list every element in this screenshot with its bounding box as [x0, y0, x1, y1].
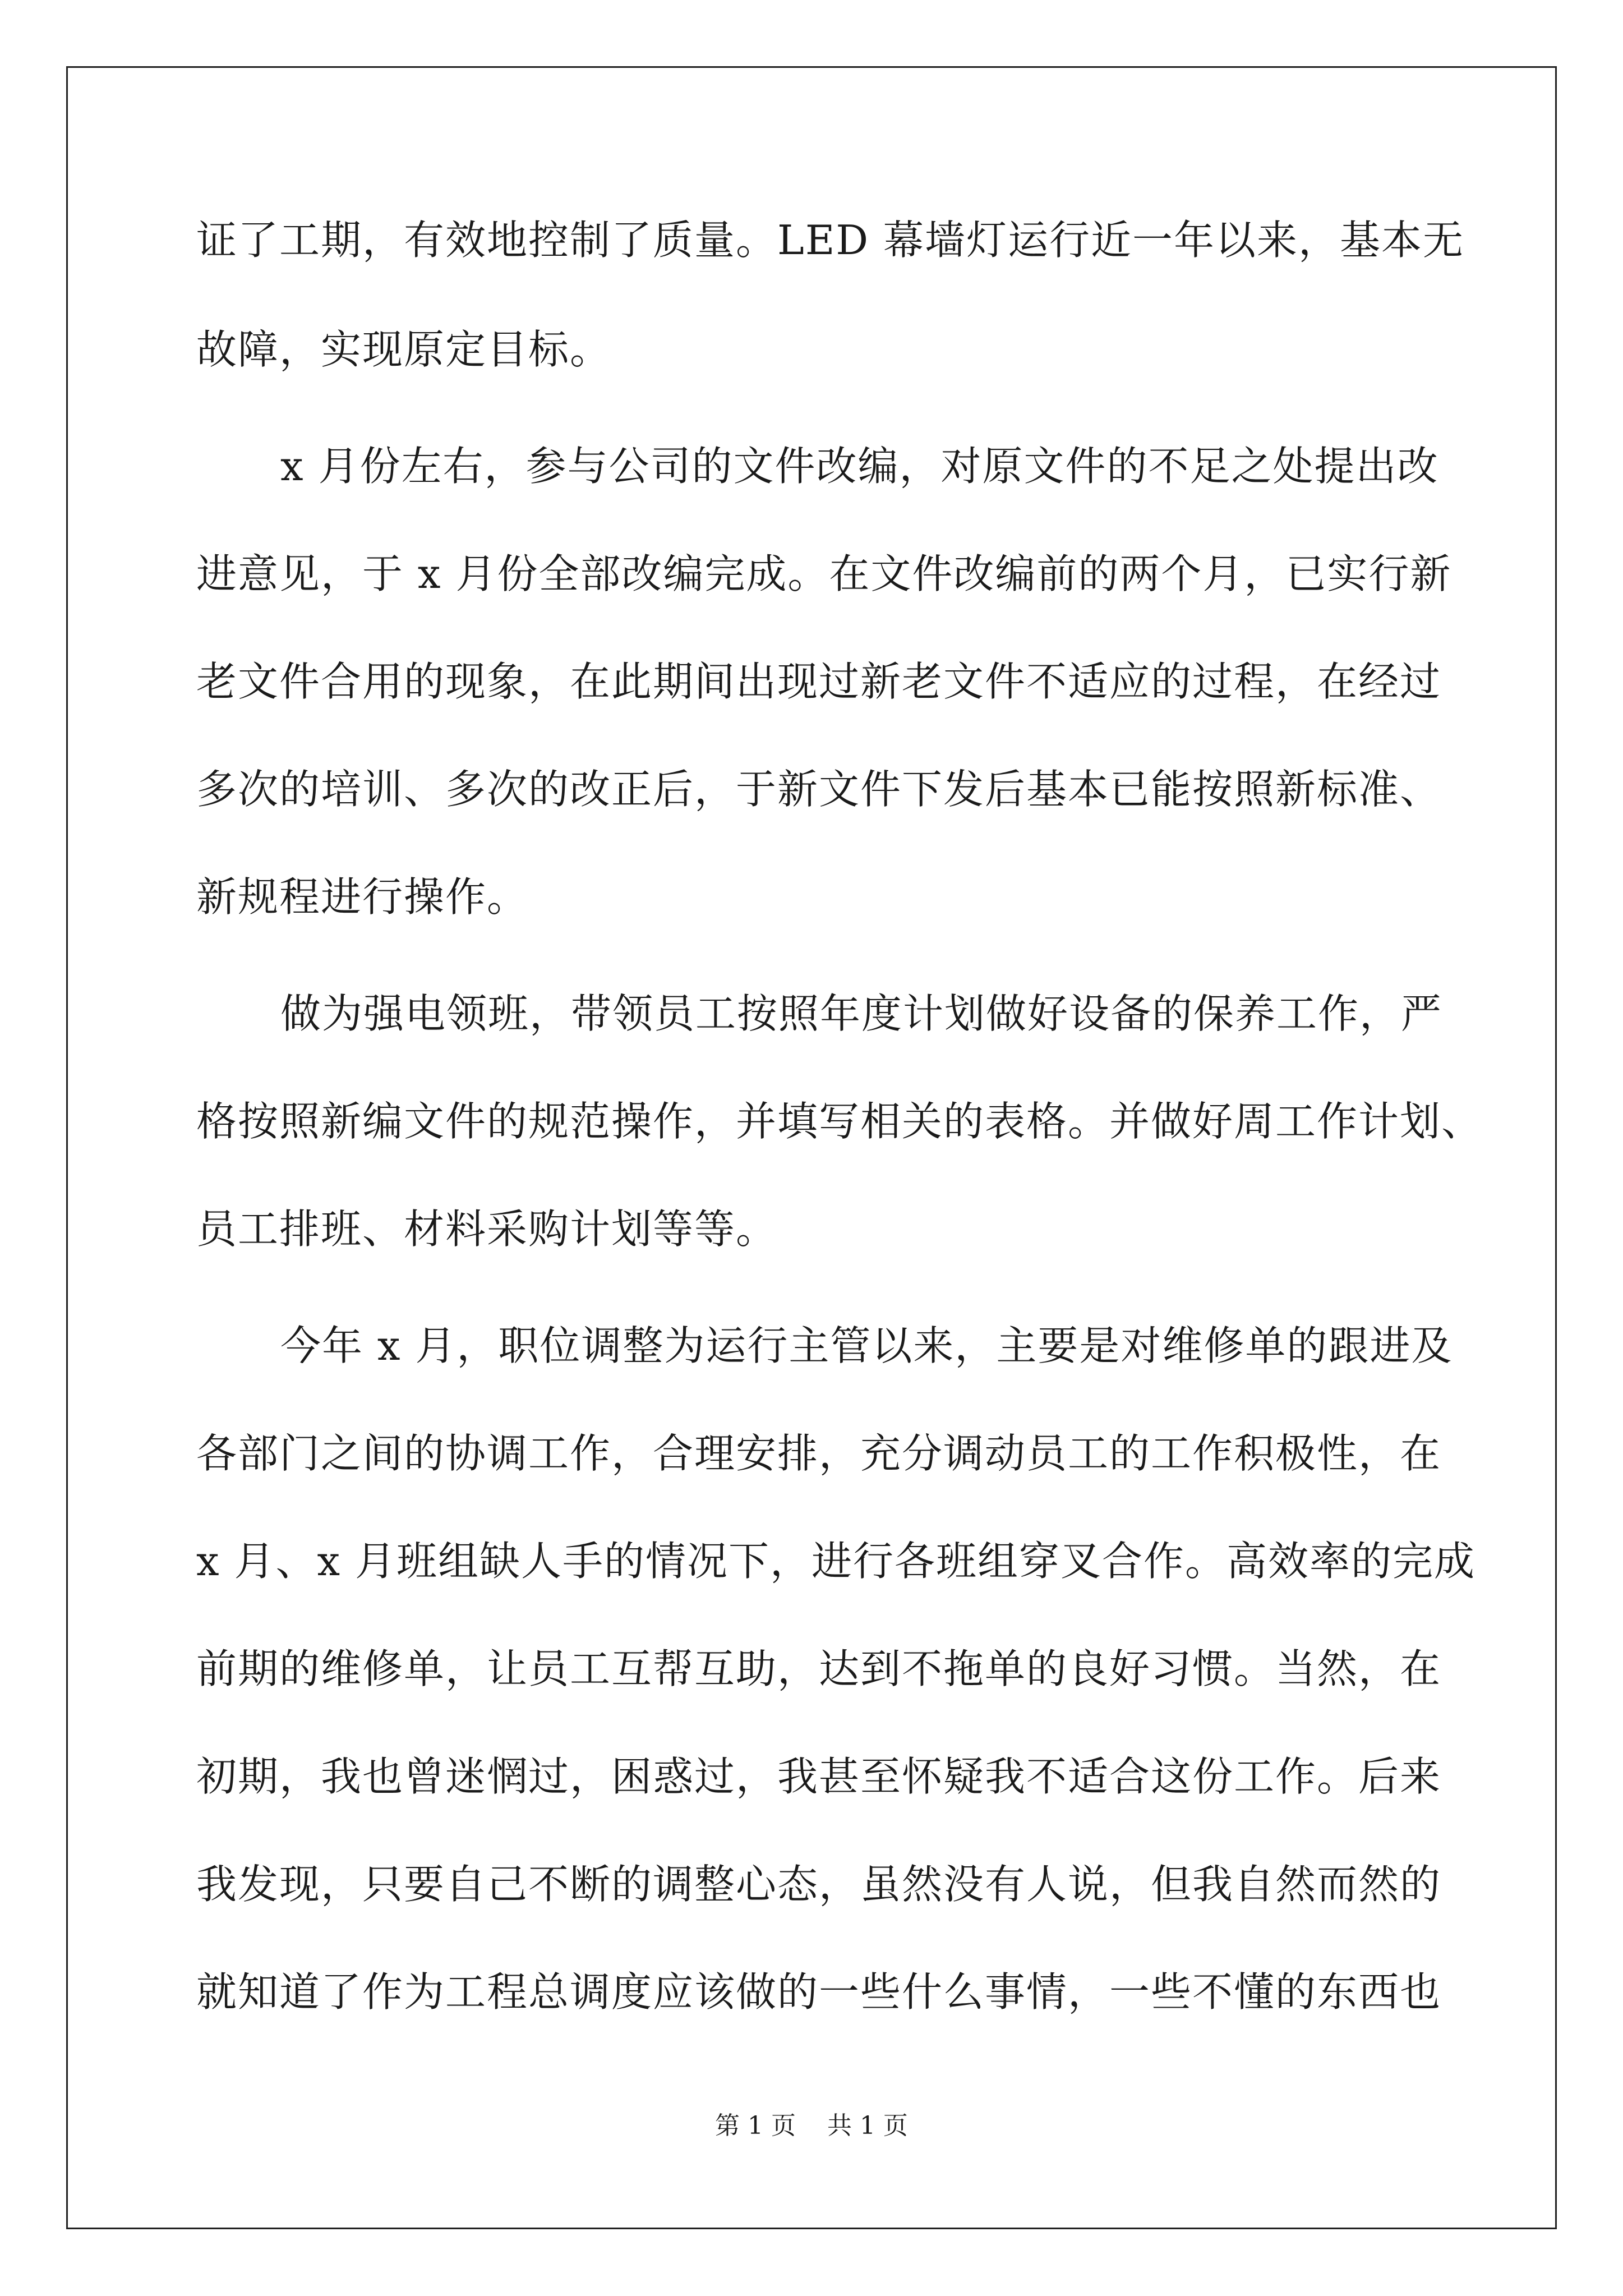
body-line: 新规程进行操作。: [196, 873, 529, 921]
body-line: 前期的维修单，让员工互帮互助，达到不拖单的良好习惯。当然，在: [196, 1645, 1442, 1692]
body-line: 故障，实现原定目标。: [196, 326, 612, 373]
body-line: 我发现，只要自己不断的调整心态，虽然没有人说，但我自然而然的: [196, 1861, 1442, 1908]
body-line: 老文件合用的现象，在此期间出现过新老文件不适应的过程，在经过: [196, 658, 1442, 705]
body-line: 员工排班、材料采购计划等等。: [196, 1205, 778, 1253]
paragraph-first-line: 做为强电领班，带领员工按照年度计划做好设备的保养工作，严: [280, 990, 1443, 1037]
body-line: 进意见，于 x 月份全部改编完成。在文件改编前的两个月，已实行新: [196, 550, 1452, 597]
body-line: 初期，我也曾迷惘过，困惑过，我甚至怀疑我不适合这份工作。后来: [196, 1753, 1442, 1800]
page-footer: 第 1 页 共 1 页: [715, 2111, 908, 2140]
body-line: 证了工期，有效地控制了质量。LED 幕墙灯运行近一年以来，基本无: [196, 217, 1464, 264]
body-line: 就知道了作为工程总调度应该做的一些什么事情，一些不懂的东西也: [196, 1968, 1442, 2016]
body-line: 各部门之间的协调工作，合理安排，充分调动员工的工作积极性，在: [196, 1430, 1442, 1477]
body-line: x 月、x 月班组缺人手的情况下，进行各班组穿叉合作。高效率的完成: [196, 1538, 1476, 1585]
paragraph-first-line: 今年 x 月，职位调整为运行主管以来，主要是对维修单的跟进及: [280, 1322, 1453, 1369]
body-line: 多次的培训、多次的改正后，于新文件下发后基本已能按照新标准、: [196, 766, 1442, 813]
body-line: 格按照新编文件的规范操作，并填写相关的表格。并做好周工作计划、: [196, 1098, 1483, 1145]
paragraph-first-line: x 月份左右，参与公司的文件改编，对原文件的不足之处提出改: [280, 443, 1439, 490]
